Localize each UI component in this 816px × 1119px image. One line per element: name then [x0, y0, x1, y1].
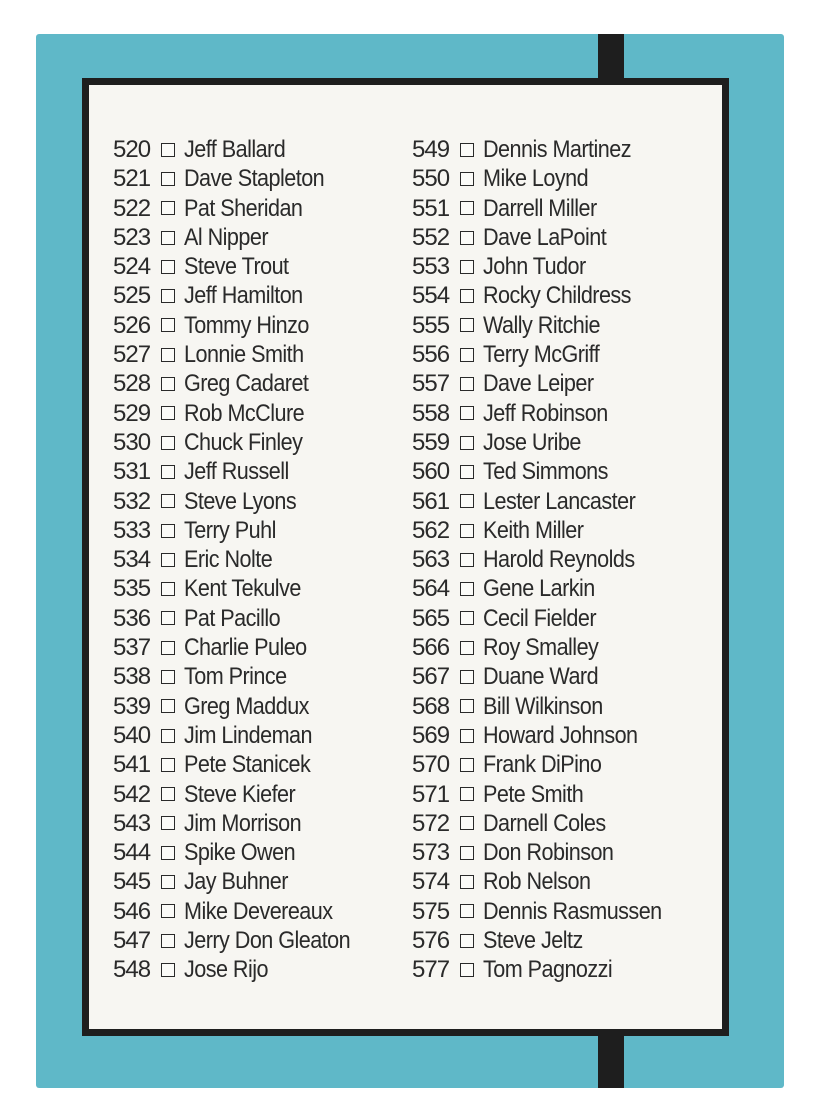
- checkbox-icon[interactable]: [161, 318, 175, 332]
- player-name: Jose Rijo: [184, 956, 268, 984]
- player-name: Jeff Ballard: [184, 136, 286, 163]
- player-name: Jose Uribe: [483, 428, 581, 456]
- card-number: 524: [113, 253, 151, 281]
- card-number: 558: [412, 399, 450, 427]
- checklist-entry: [412, 135, 682, 164]
- card-number: 536: [113, 604, 151, 632]
- player-name: John Tudor: [483, 253, 586, 281]
- checkbox-icon[interactable]: [460, 787, 474, 801]
- checkbox-icon[interactable]: [460, 318, 474, 332]
- checkbox-icon[interactable]: [161, 289, 175, 303]
- card-number: 521: [113, 165, 151, 193]
- player-name: Charlie Puleo: [184, 634, 307, 662]
- player-name: Jim Morrison: [184, 809, 302, 837]
- checklist-entry: [412, 194, 682, 223]
- card-number: 554: [412, 282, 450, 310]
- checkbox-icon[interactable]: [161, 963, 175, 977]
- player-name: Frank DiPino: [483, 751, 602, 779]
- player-name: Howard Johnson: [483, 721, 638, 749]
- checklist-entry: [412, 750, 682, 779]
- checklist-entry: [412, 340, 682, 369]
- player-name: Chuck Finley: [184, 428, 303, 456]
- checklist-card: [36, 34, 784, 1088]
- checkbox-icon[interactable]: [460, 406, 474, 420]
- checkbox-icon[interactable]: [161, 465, 175, 479]
- checkbox-icon[interactable]: [161, 729, 175, 743]
- card-number: 546: [113, 897, 151, 925]
- card-number: 553: [412, 253, 450, 281]
- checklist-entry: [113, 516, 369, 545]
- player-name: Dennis Rasmussen: [483, 897, 662, 925]
- checkbox-icon[interactable]: [460, 816, 474, 830]
- player-name: Mike Devereaux: [184, 897, 333, 925]
- checklist-entry: [412, 955, 682, 984]
- player-name: Dave LaPoint: [483, 223, 607, 251]
- player-name: Duane Ward: [483, 663, 599, 691]
- checkbox-icon[interactable]: [460, 758, 474, 772]
- player-name: Dave Stapleton: [184, 165, 325, 193]
- card-number: 542: [113, 780, 151, 808]
- checklist-entry: [113, 164, 369, 193]
- card-number: 551: [412, 194, 450, 222]
- card-number: 526: [113, 311, 151, 339]
- checkbox-icon[interactable]: [460, 201, 474, 215]
- card-number: 547: [113, 927, 151, 955]
- checklist-entry: [113, 926, 369, 955]
- card-number: 528: [113, 370, 151, 398]
- card-number: 539: [113, 692, 151, 720]
- card-number: 541: [113, 751, 151, 779]
- card-number: 525: [113, 282, 151, 310]
- player-name: Darrell Miller: [483, 194, 597, 222]
- player-name: Rob Nelson: [483, 868, 591, 896]
- card-number: 569: [412, 721, 450, 749]
- checklist-entry: [113, 750, 369, 779]
- checkbox-icon[interactable]: [460, 231, 474, 245]
- card-number: 574: [412, 868, 450, 896]
- checklist-entry: [412, 369, 682, 398]
- checkbox-icon[interactable]: [161, 172, 175, 186]
- card-number: 557: [412, 370, 450, 398]
- checklist-entry: [113, 428, 369, 457]
- checkbox-icon[interactable]: [161, 524, 175, 538]
- player-name: Pete Smith: [483, 780, 584, 808]
- checklist-panel: [82, 78, 729, 1036]
- player-name: Rocky Childress: [483, 282, 631, 310]
- player-name: Spike Owen: [184, 839, 296, 867]
- card-number: 560: [412, 458, 450, 486]
- checklist-entry: [113, 252, 369, 281]
- checkbox-icon[interactable]: [161, 231, 175, 245]
- checkbox-icon[interactable]: [161, 143, 175, 157]
- player-name: Roy Smalley: [483, 634, 599, 662]
- checkbox-icon[interactable]: [161, 494, 175, 508]
- player-name: Jim Lindeman: [184, 721, 312, 749]
- checklist-entry: [412, 692, 682, 721]
- card-number: 529: [113, 399, 151, 427]
- checklist-entry: [113, 692, 369, 721]
- player-name: Lonnie Smith: [184, 341, 304, 369]
- checklist-entry: [412, 281, 682, 310]
- card-number: 527: [113, 341, 151, 369]
- card-number: 548: [113, 956, 151, 984]
- checklist-entry: [412, 252, 682, 281]
- checklist-entry: [412, 809, 682, 838]
- checklist-entry: [412, 721, 682, 750]
- checklist-entry: [412, 633, 682, 662]
- card-number: 555: [412, 311, 450, 339]
- player-name: Terry Puhl: [184, 516, 276, 544]
- checkbox-icon[interactable]: [161, 875, 175, 889]
- checkbox-icon[interactable]: [161, 436, 175, 450]
- checklist-entry: [113, 135, 369, 164]
- checkbox-icon[interactable]: [161, 582, 175, 596]
- player-name: Terry McGriff: [483, 341, 600, 369]
- checkbox-icon[interactable]: [161, 406, 175, 420]
- player-name: Keith Miller: [483, 516, 584, 544]
- player-name: Don Robinson: [483, 839, 614, 867]
- checkbox-icon[interactable]: [161, 846, 175, 860]
- checkbox-icon[interactable]: [460, 494, 474, 508]
- checklist-entry: [113, 604, 369, 633]
- checklist-entry: [113, 340, 369, 369]
- checklist-entry: [412, 487, 682, 516]
- player-name: Harold Reynolds: [483, 546, 635, 574]
- card-number: 556: [412, 341, 450, 369]
- player-name: Pete Stanicek: [184, 751, 311, 779]
- checkbox-icon[interactable]: [460, 641, 474, 655]
- checkbox-icon[interactable]: [460, 172, 474, 186]
- checkbox-icon[interactable]: [161, 553, 175, 567]
- checklist-entry: [113, 399, 369, 428]
- player-name: Tom Pagnozzi: [483, 956, 613, 984]
- checklist-entry: [113, 545, 369, 574]
- card-number: 570: [412, 751, 450, 779]
- player-name: Steve Lyons: [184, 487, 297, 515]
- checkbox-icon[interactable]: [460, 348, 474, 362]
- checkbox-icon[interactable]: [460, 377, 474, 391]
- card-number: 568: [412, 692, 450, 720]
- checklist-entry: [412, 457, 682, 486]
- checklist-entry: [113, 369, 369, 398]
- card-number: 538: [113, 663, 151, 691]
- checklist-entry: [412, 311, 682, 340]
- checkbox-icon[interactable]: [460, 934, 474, 948]
- player-name: Jeff Hamilton: [184, 282, 303, 310]
- checkbox-icon[interactable]: [460, 611, 474, 625]
- card-number: 561: [412, 487, 450, 515]
- card-number: 563: [412, 546, 450, 574]
- checklist-entry: [113, 809, 369, 838]
- checklist-entry: [113, 223, 369, 252]
- player-name: Jeff Robinson: [483, 399, 608, 427]
- checklist-entry: [412, 164, 682, 193]
- checkbox-icon[interactable]: [460, 553, 474, 567]
- card-number: 520: [113, 136, 151, 163]
- card-number: 577: [412, 956, 450, 984]
- checklist-entry: [113, 633, 369, 662]
- checkbox-icon[interactable]: [460, 465, 474, 479]
- checklist-entry: [113, 955, 369, 984]
- player-name: Ted Simmons: [483, 458, 608, 486]
- player-name: Bill Wilkinson: [483, 692, 603, 720]
- player-name: Gene Larkin: [483, 575, 595, 603]
- card-number: 534: [113, 546, 151, 574]
- checkbox-icon[interactable]: [460, 904, 474, 918]
- card-number: 533: [113, 516, 151, 544]
- player-name: Jay Buhner: [184, 868, 288, 896]
- checklist-entry: [113, 867, 369, 896]
- player-name: Al Nipper: [184, 223, 268, 251]
- checkbox-icon[interactable]: [460, 875, 474, 889]
- checklist-entry: [412, 604, 682, 633]
- checklist-right-column: [412, 135, 682, 985]
- top-accent-bar: [598, 34, 624, 84]
- checklist-entry: [412, 838, 682, 867]
- checklist-entry: [113, 457, 369, 486]
- player-name: Pat Pacillo: [184, 604, 281, 632]
- checklist-entry: [412, 574, 682, 603]
- player-name: Kent Tekulve: [184, 575, 301, 603]
- checklist-entry: [113, 574, 369, 603]
- checklist-left-column: [113, 135, 369, 985]
- card-number: 535: [113, 575, 151, 603]
- player-name: Tommy Hinzo: [184, 311, 309, 339]
- checklist-entry: [412, 926, 682, 955]
- checklist-entry: [412, 780, 682, 809]
- player-name: Wally Ritchie: [483, 311, 601, 339]
- player-name: Steve Kiefer: [184, 780, 296, 808]
- player-name: Greg Maddux: [184, 692, 309, 720]
- checkbox-icon[interactable]: [460, 524, 474, 538]
- checklist-entry: [412, 867, 682, 896]
- checkbox-icon[interactable]: [460, 260, 474, 274]
- player-name: Dennis Martinez: [483, 136, 631, 163]
- card-number: 552: [412, 223, 450, 251]
- player-name: Dave Leiper: [483, 370, 594, 398]
- checklist-entry: [412, 662, 682, 691]
- card-number: 523: [113, 223, 151, 251]
- card-number: 544: [113, 839, 151, 867]
- player-name: Greg Cadaret: [184, 370, 309, 398]
- checkbox-icon[interactable]: [460, 143, 474, 157]
- checkbox-icon[interactable]: [460, 436, 474, 450]
- checkbox-icon[interactable]: [161, 348, 175, 362]
- checkbox-icon[interactable]: [161, 670, 175, 684]
- player-name: Mike Loynd: [483, 165, 589, 193]
- card-number: 573: [412, 839, 450, 867]
- player-name: Jerry Don Gleaton: [184, 927, 351, 955]
- checklist-entry: [113, 194, 369, 223]
- checklist-entry: [113, 662, 369, 691]
- checkbox-icon[interactable]: [460, 963, 474, 977]
- card-number: 540: [113, 721, 151, 749]
- card-number: 565: [412, 604, 450, 632]
- checklist-entry: [412, 516, 682, 545]
- card-number: 522: [113, 194, 151, 222]
- card-number: 562: [412, 516, 450, 544]
- card-number: 550: [412, 165, 450, 193]
- checkbox-icon[interactable]: [161, 641, 175, 655]
- checkbox-icon[interactable]: [161, 377, 175, 391]
- card-number: 559: [412, 428, 450, 456]
- card-number: 532: [113, 487, 151, 515]
- checklist-entry: [412, 399, 682, 428]
- checklist-entry: [412, 223, 682, 252]
- player-name: Darnell Coles: [483, 809, 606, 837]
- checkbox-icon[interactable]: [460, 846, 474, 860]
- checkbox-icon[interactable]: [161, 758, 175, 772]
- checklist-entry: [412, 545, 682, 574]
- checkbox-icon[interactable]: [161, 260, 175, 274]
- checkbox-icon[interactable]: [161, 201, 175, 215]
- checkbox-icon[interactable]: [161, 816, 175, 830]
- checkbox-icon[interactable]: [161, 934, 175, 948]
- card-number: 549: [412, 136, 450, 163]
- player-name: Eric Nolte: [184, 546, 273, 574]
- player-name: Tom Prince: [184, 663, 287, 691]
- checklist-entry: [113, 838, 369, 867]
- checkbox-icon[interactable]: [460, 289, 474, 303]
- card-number: 575: [412, 897, 450, 925]
- checklist-entry: [412, 428, 682, 457]
- checkbox-icon[interactable]: [161, 611, 175, 625]
- checklist-entry: [113, 897, 369, 926]
- card-number: 572: [412, 809, 450, 837]
- card-number: 545: [113, 868, 151, 896]
- checkbox-icon[interactable]: [460, 699, 474, 713]
- player-name: Jeff Russell: [184, 458, 289, 486]
- checkbox-icon[interactable]: [460, 670, 474, 684]
- checkbox-icon[interactable]: [161, 699, 175, 713]
- checklist-entry: [412, 897, 682, 926]
- card-number: 567: [412, 663, 450, 691]
- checklist-entry: [113, 311, 369, 340]
- player-name: Steve Jeltz: [483, 927, 583, 955]
- card-number: 576: [412, 927, 450, 955]
- player-name: Steve Trout: [184, 253, 289, 281]
- checkbox-icon[interactable]: [460, 729, 474, 743]
- checkbox-icon[interactable]: [161, 904, 175, 918]
- card-number: 543: [113, 809, 151, 837]
- card-number: 566: [412, 634, 450, 662]
- card-number: 571: [412, 780, 450, 808]
- checklist-entry: [113, 487, 369, 516]
- player-name: Cecil Fielder: [483, 604, 597, 632]
- checklist-entry: [113, 721, 369, 750]
- card-number: 530: [113, 428, 151, 456]
- player-name: Lester Lancaster: [483, 487, 636, 515]
- card-number: 531: [113, 458, 151, 486]
- checkbox-icon[interactable]: [460, 582, 474, 596]
- checklist-entry: [113, 281, 369, 310]
- card-number: 537: [113, 634, 151, 662]
- checkbox-icon[interactable]: [161, 787, 175, 801]
- player-name: Pat Sheridan: [184, 194, 303, 222]
- checklist-entry: [113, 780, 369, 809]
- player-name: Rob McClure: [184, 399, 305, 427]
- card-number: 564: [412, 575, 450, 603]
